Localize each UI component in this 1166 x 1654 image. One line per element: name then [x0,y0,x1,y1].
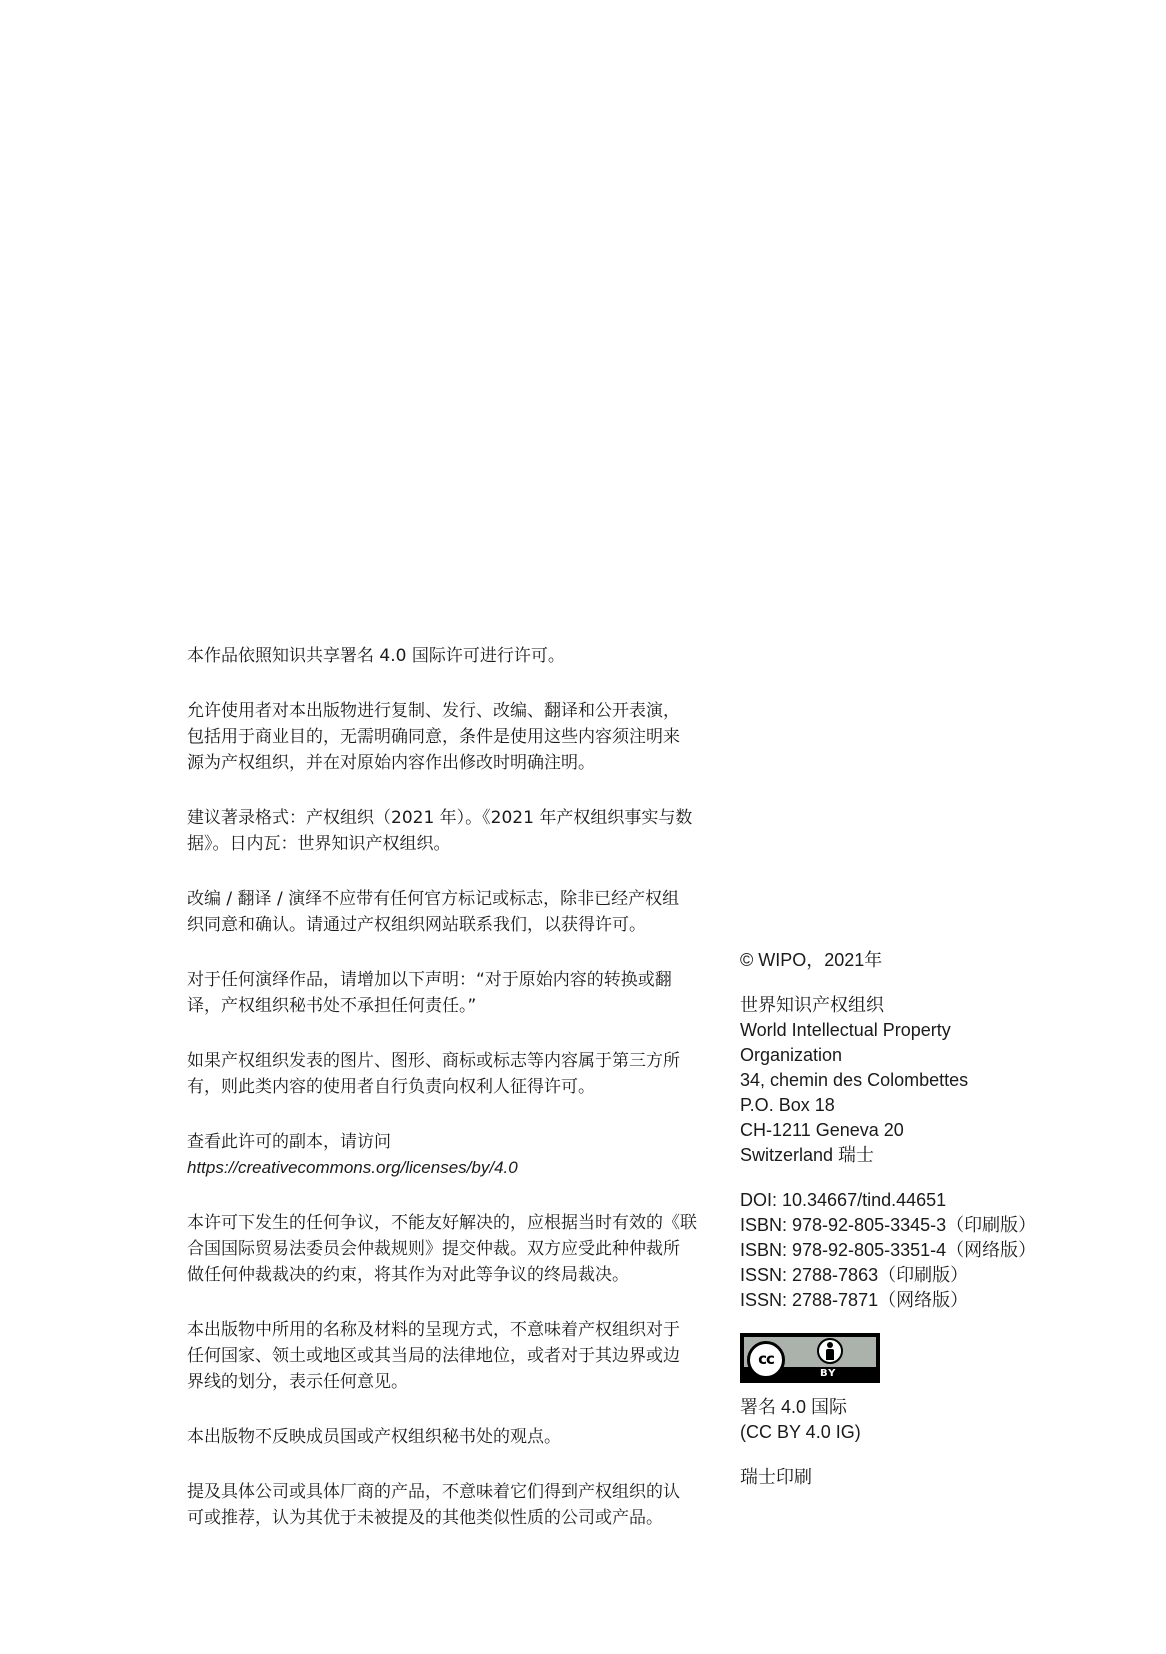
license-url-link[interactable]: https://creativecommons.org/licenses/by/4.0 [187,1158,518,1177]
text-line: 界线的划分，表示任何意见。 [187,1372,408,1392]
text-line: 本许可下发生的任何争议，不能友好解决的，应根据当时有效的《联 [187,1213,697,1233]
text-line: 可或推荐，认为其优于未被提及的其他类似性质的公司或产品。 [187,1508,663,1528]
text-line: 如果产权组织发表的图片、图形、商标或标志等内容属于第三方所 [187,1051,680,1071]
doi-line: DOI: 10.34667/tind.44651 [740,1190,947,1210]
address-line: Switzerland 瑞士 [740,1145,875,1165]
printed-in-block [740,1465,1080,1490]
text-line: 提及具体公司或具体厂商的产品，不意味着它们得到产权组织的认 [187,1482,680,1502]
designations-paragraph [187,1317,715,1395]
isbn-online-line: ISBN: 978-92-805-3351-4（网络版） [740,1240,1037,1260]
person-head [827,1342,833,1348]
text-line: 本出版物不反映成员国或产权组织秘书处的观点。 [187,1427,561,1447]
license-paragraph-2 [187,698,715,776]
license-text-column [187,643,715,1560]
text-line: 据》。日内瓦：世界知识产权组织。 [187,834,451,854]
text-line: 建议著录格式：产权组织（2021 年）。《2021 年产权组织事实与数 [187,808,693,828]
address-line: Organization [740,1045,843,1065]
person-body [826,1349,834,1360]
text-line: 本出版物中所用的名称及材料的呈现方式，不意味着产权组织对于 [187,1320,680,1340]
adaptation-paragraph [187,886,715,938]
text-line: 有，则此类内容的使用者自行负责向权利人征得许可。 [187,1077,595,1097]
license-paragraph-1 [187,643,715,669]
address-line: 世界知识产权组织 [740,995,884,1015]
derivative-paragraph [187,967,715,1019]
citation-paragraph [187,805,715,857]
views-paragraph [187,1424,715,1450]
text-line: 本作品依照知识共享署名 4.0 国际许可进行许可。 [187,646,565,666]
address-block [740,993,1080,1168]
text-line: 做任何仲裁裁决的约束，将其作为对此等争议的终局裁决。 [187,1265,629,1285]
license-copy-paragraph [187,1129,715,1181]
issn-print-line: ISSN: 2788-7863（印刷版） [740,1265,969,1285]
address-line: 34, chemin des Colombettes [740,1070,969,1090]
text-line: 合国国际贸易法委员会仲裁规则》提交仲裁。双方应受此种仲裁所 [187,1239,680,1259]
address-line: CH-1211 Geneva 20 [740,1120,904,1140]
text-line: 改编 / 翻译 / 演绎不应带有任何官方标记或标志，除非已经产权组 [187,889,680,909]
address-line: P.O. Box 18 [740,1095,835,1115]
publication-info-column [740,948,1080,1510]
text-line: 对于任何演绎作品，请增加以下声明：“对于原始内容的转换或翻 [187,970,672,990]
cc-icon: cc [747,1341,785,1379]
printed-in-text: 瑞士印刷 [740,1467,812,1487]
issn-online-line: ISSN: 2788-7871（网络版） [740,1290,969,1310]
copyright-notice [740,948,1080,973]
dispute-paragraph [187,1210,715,1288]
copyright-text: © WIPO，2021年 [740,950,883,970]
text-line: 查看此许可的副本，请访问 [187,1132,391,1152]
license-code-line: (CC BY 4.0 IG) [740,1422,861,1442]
license-name-block [740,1395,1080,1445]
text-line: 包括用于商业目的，无需明确同意，条件是使用这些内容须注明来 [187,727,680,747]
text-line: 允许使用者对本出版物进行复制、发行、改编、翻译和公开表演， [187,701,680,721]
text-line: 任何国家、领土或地区或其当局的法律地位，或者对于其边界或边 [187,1346,680,1366]
endorsement-paragraph [187,1479,715,1531]
third-party-paragraph [187,1048,715,1100]
isbn-print-line: ISBN: 978-92-805-3345-3（印刷版） [740,1215,1037,1235]
license-name-line: 署名 4.0 国际 [740,1397,848,1417]
text-line: 译，产权组织秘书处不承担任何责任。” [187,996,477,1016]
attribution-person-icon [817,1338,843,1364]
by-label: BY [820,1368,837,1379]
text-line: 源为产权组织，并在对原始内容作出修改时明确注明。 [187,753,595,773]
text-line: 织同意和确认。请通过产权组织网站联系我们，以获得许可。 [187,915,646,935]
identifiers-block [740,1188,1080,1313]
address-line: World Intellectual Property [740,1020,951,1040]
cc-by-license-badge [740,1333,880,1383]
